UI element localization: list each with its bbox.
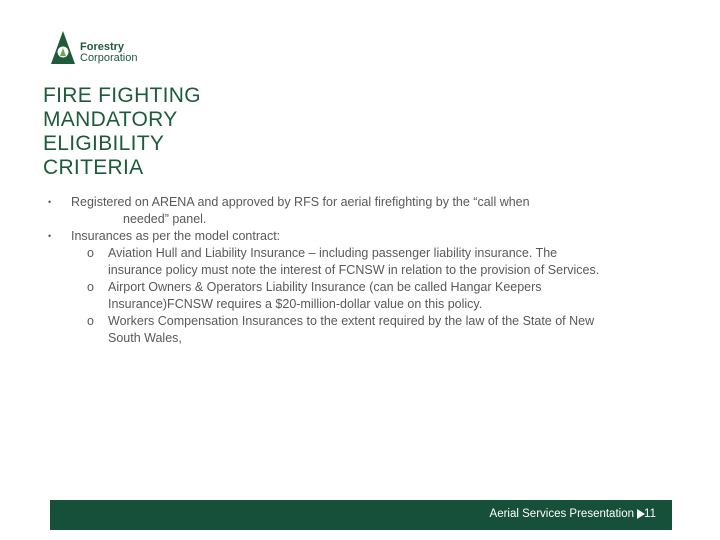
title-line-2: MANDATORY xyxy=(43,108,178,131)
footer-bar xyxy=(50,500,672,530)
title-line-4: CRITERIA xyxy=(43,156,144,179)
sub-bullet-marker: o xyxy=(87,246,94,260)
slide-title xyxy=(43,84,303,180)
logo-line-2: Corporation xyxy=(80,52,138,64)
sub-item-line: Aviation Hull and Liability Insurance – including passenger liability insurance. The xyxy=(108,246,558,260)
bullet-marker: • xyxy=(48,197,52,207)
list-item-insurances xyxy=(48,228,678,245)
sub-item-line: Workers Compensation Insurances to the extent required by the law of the State of New xyxy=(108,314,595,328)
title-line-1: FIRE FIGHTING xyxy=(43,84,201,107)
sub-item-workers-comp xyxy=(48,313,678,347)
list-item-line: Registered on ARENA and approved by RFS for aerial firefighting by the “call when xyxy=(71,195,530,209)
tree-logo-icon xyxy=(50,30,76,66)
list-item-line: needed” panel. xyxy=(123,212,207,226)
forestry-corporation-logo xyxy=(50,30,150,70)
sub-bullet-marker: o xyxy=(87,314,94,328)
sub-item-airport-owners xyxy=(48,279,678,313)
list-item-arena xyxy=(48,194,678,228)
sub-item-aviation-hull xyxy=(48,245,678,279)
sub-item-line: insurance policy must note the interest of FCNSW in relation to the provision of Services. xyxy=(108,263,600,277)
sub-item-line: South Wales, xyxy=(108,331,182,345)
footer-label: Aerial Services Presentation xyxy=(489,508,634,520)
page-number: 11 xyxy=(644,508,656,520)
list-item-line: Insurances as per the model contract: xyxy=(71,229,281,243)
logo-line-1: Forestry xyxy=(80,41,125,53)
sub-bullet-marker: o xyxy=(87,280,94,294)
sub-item-line: Insurance)FCNSW requires a $20-million-dollar value on this policy. xyxy=(108,297,483,311)
bullet-marker: • xyxy=(48,231,52,241)
logo-wordmark xyxy=(80,42,137,64)
title-line-3: ELIGIBILITY xyxy=(43,132,165,155)
bullet-list xyxy=(48,194,678,347)
sub-item-line: Airport Owners & Operators Liability Insurance (can be called Hangar Keepers xyxy=(108,280,542,294)
